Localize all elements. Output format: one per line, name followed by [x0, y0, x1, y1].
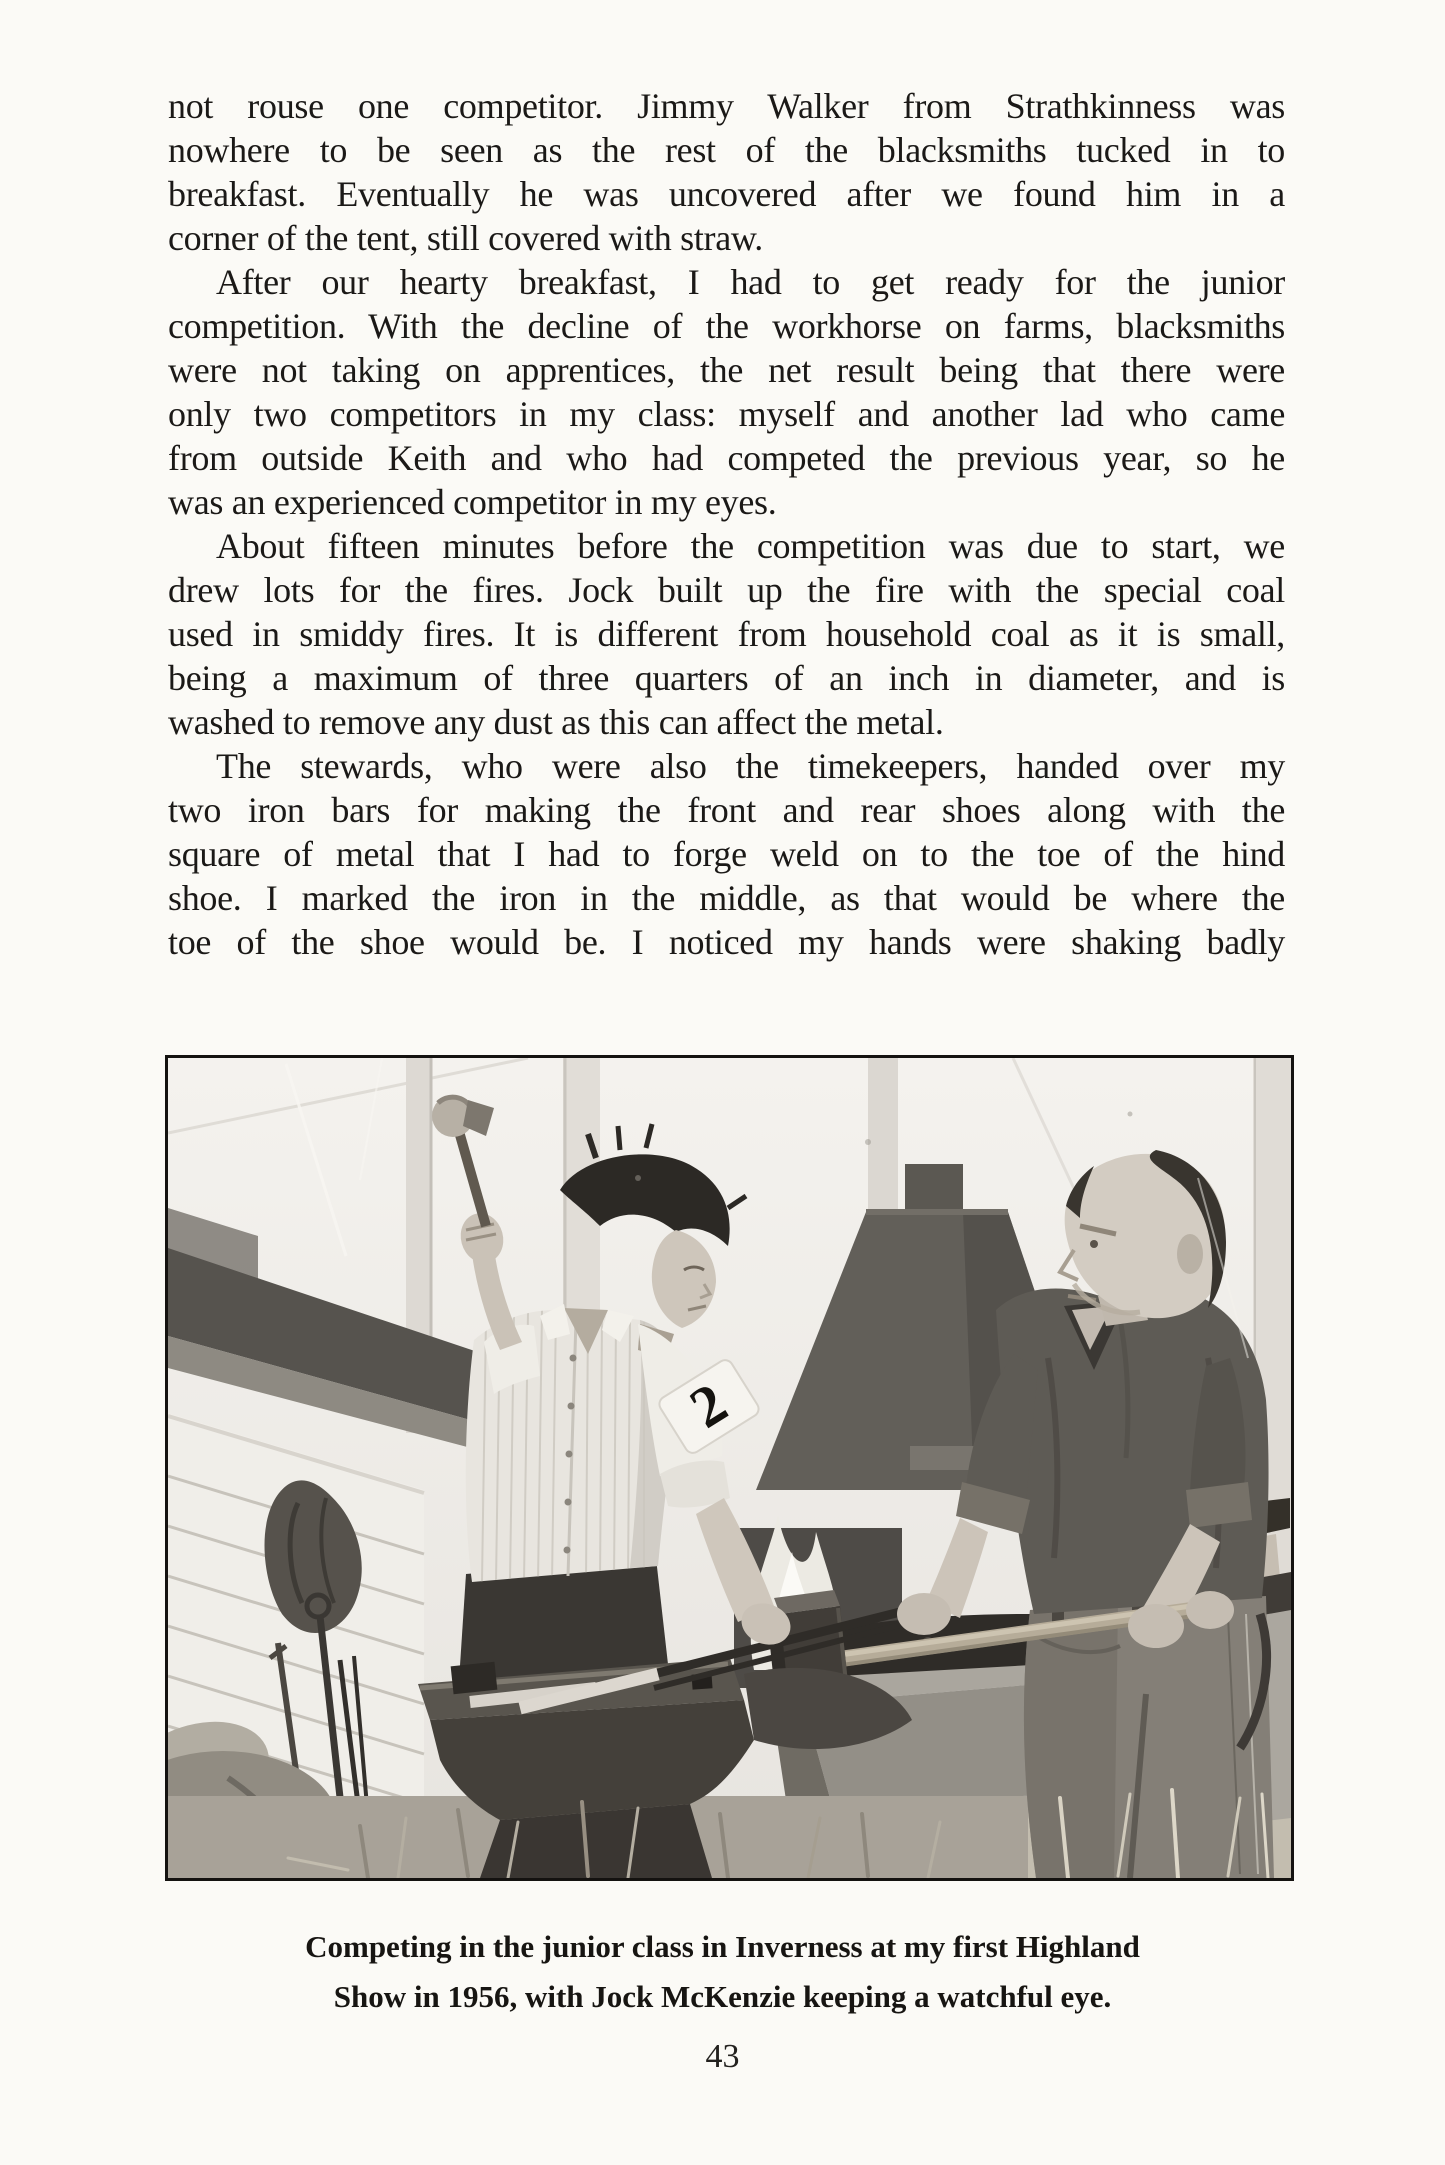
text-line: nowhere to be seen as the rest of the blacksmiths tucked in to [168, 130, 1285, 170]
text-line: not rouse one competitor. Jimmy Walker from Strathkinness was [168, 86, 1285, 126]
text-line: breakfast. Eventually he was uncovered after we found him in a [168, 174, 1285, 214]
text-line: corner of the tent, still covered with straw. [168, 218, 763, 258]
text-line: used in smiddy fires. It is different from household coal as it is small, [168, 614, 1285, 654]
text-line: shoe. I marked the iron in the middle, as that would be where the [168, 878, 1285, 918]
text-line: was an experienced competitor in my eyes. [168, 482, 777, 522]
photo-illustration [168, 1058, 1291, 1878]
text-line: only two competitors in my class: myself and another lad who came [168, 394, 1285, 434]
paragraph [168, 260, 1285, 524]
paragraph [168, 524, 1285, 744]
text-line: being a maximum of three quarters of an inch in diameter, and is [168, 658, 1285, 698]
caption-line: Competing in the junior class in Inverness at my first Highland [305, 1929, 1140, 1964]
paragraph [168, 84, 1285, 260]
text-line: square of metal that I had to forge weld on to the toe of the hind [168, 834, 1285, 874]
page-number: 43 [705, 2038, 740, 2075]
text-line: competition. With the decline of the workhorse on farms, blacksmiths [168, 306, 1285, 346]
photo-caption [0, 1922, 1445, 2022]
text-line: were not taking on apprentices, the net result being that there were [168, 350, 1285, 390]
text-line: After our hearty breakfast, I had to get ready for the junior [216, 262, 1285, 302]
text-line: drew lots for the fires. Jock built up the fire with the special coal [168, 570, 1285, 610]
paragraph [168, 744, 1285, 964]
text-line: The stewards, who were also the timekeepers, handed over my [216, 746, 1285, 786]
text-line: washed to remove any dust as this can affect the metal. [168, 702, 944, 742]
text-line: About fifteen minutes before the competition was due to start, we [216, 526, 1285, 566]
caption-line: Show in 1956, with Jock McKenzie keeping a watchful eye. [333, 1979, 1112, 2014]
photograph [165, 1055, 1294, 1881]
text-line: from outside Keith and who had competed the previous year, so he [168, 438, 1285, 478]
text-line: two iron bars for making the front and rear shoes along with the [168, 790, 1285, 830]
armband-number: 2 [678, 1370, 738, 1441]
text-line: toe of the shoe would be. I noticed my hands were shaking badly [168, 922, 1285, 962]
body-text [168, 84, 1285, 964]
